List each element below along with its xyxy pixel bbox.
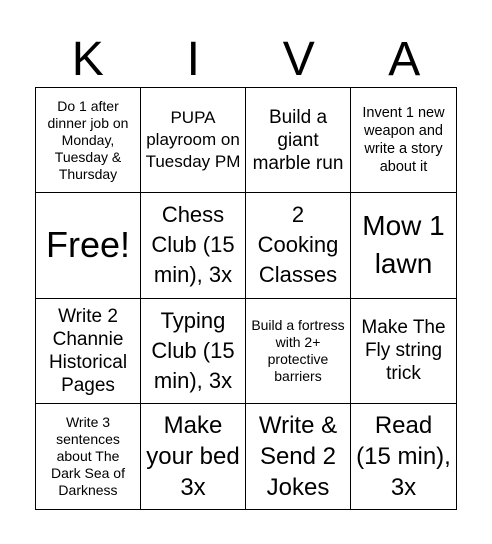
cell-text: Chess Club (15 min), 3x xyxy=(151,202,235,288)
bingo-cell xyxy=(141,404,246,509)
bingo-cell xyxy=(141,299,246,404)
cell-text: Write & Send 2 Jokes xyxy=(258,411,338,501)
cell-text: Typing Club (15 min), 3x xyxy=(151,307,235,393)
cell-text: Make The Fly string trick xyxy=(361,317,446,385)
bingo-cell xyxy=(246,299,351,404)
bingo-board xyxy=(35,87,457,510)
cell-text: Do 1 after dinner job on Monday, Tuesday & Thursday xyxy=(47,97,129,182)
header-letter-v: V xyxy=(282,33,315,86)
bingo-cell xyxy=(246,404,351,509)
bingo-cell xyxy=(36,88,141,193)
header-letter-i: I xyxy=(186,33,200,86)
bingo-cell xyxy=(351,88,456,193)
bingo-cell xyxy=(351,404,456,509)
cell-text: Make your bed 3x xyxy=(146,411,240,501)
bingo-cell xyxy=(246,193,351,298)
cell-text: Mow 1 lawn xyxy=(362,210,445,280)
bingo-cell xyxy=(36,299,141,404)
bingo-cell xyxy=(141,88,246,193)
bingo-cell xyxy=(36,404,141,509)
bingo-header xyxy=(35,34,457,86)
header-letter-a: A xyxy=(388,33,421,86)
cell-text: Read (15 min), 3x xyxy=(356,411,451,501)
bingo-cell xyxy=(351,193,456,298)
cell-text: Build a giant marble run xyxy=(252,106,344,174)
bingo-cell-free xyxy=(36,193,141,298)
cell-text: Free! xyxy=(45,224,131,266)
bingo-cell xyxy=(141,193,246,298)
cell-text: Build a fortress with 2+ protective barriers xyxy=(251,316,345,384)
cell-text: Write 2 Channie Historical Pages xyxy=(48,305,128,396)
bingo-cell xyxy=(246,88,351,193)
header-letter-k: K xyxy=(71,33,104,86)
bingo-cell xyxy=(351,299,456,404)
cell-text: Invent 1 new weapon and write a story about it xyxy=(362,105,445,176)
cell-text: PUPA playroom on Tuesday PM xyxy=(145,108,241,172)
cell-text: Write 3 sentences about The Dark Sea of Darkness xyxy=(51,413,125,498)
cell-text: 2 Cooking Classes xyxy=(257,202,339,288)
